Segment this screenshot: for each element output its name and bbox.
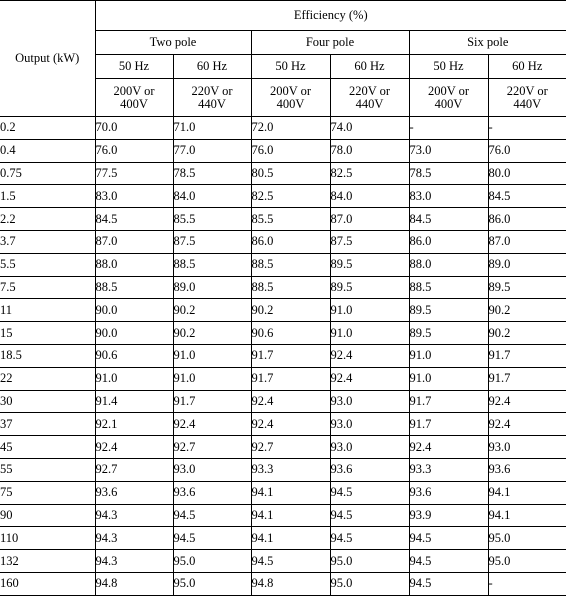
efficiency-cell: 84.5 (488, 185, 566, 208)
output-cell: 22 (0, 367, 95, 390)
voltage-header: 200V or 400V (251, 79, 330, 117)
efficiency-cell: 89.5 (330, 253, 409, 276)
output-cell: 18.5 (0, 344, 95, 367)
efficiency-cell: 94.1 (251, 504, 330, 527)
efficiency-cell: 92.4 (251, 413, 330, 436)
efficiency-cell: 94.1 (488, 481, 566, 504)
table-row (0, 504, 566, 527)
efficiency-cell: 86.0 (251, 230, 330, 253)
efficiency-cell: 73.0 (409, 139, 488, 162)
output-cell: 0.4 (0, 139, 95, 162)
table-row (0, 117, 566, 140)
efficiency-cell: 76.0 (488, 139, 566, 162)
efficiency-cell: 91.4 (95, 390, 173, 413)
efficiency-cell: - (488, 572, 566, 595)
voltage-header: 220V or 440V (330, 79, 409, 117)
efficiency-cell: 94.5 (330, 481, 409, 504)
efficiency-cell: 93.9 (409, 504, 488, 527)
efficiency-cell: 94.5 (173, 504, 251, 527)
frequency-header: 50 Hz (251, 55, 330, 79)
efficiency-cell: 86.0 (488, 208, 566, 231)
efficiency-cell: 95.0 (488, 550, 566, 573)
efficiency-cell: 84.5 (409, 208, 488, 231)
table-row (0, 208, 566, 231)
output-cell: 160 (0, 572, 95, 595)
efficiency-cell: 94.3 (95, 504, 173, 527)
efficiency-cell: 92.4 (95, 436, 173, 459)
efficiency-cell: 72.0 (251, 117, 330, 140)
output-cell: 7.5 (0, 276, 95, 299)
efficiency-cell: 89.5 (409, 299, 488, 322)
efficiency-cell: 92.1 (95, 413, 173, 436)
table-row (0, 162, 566, 185)
efficiency-cell: 89.5 (409, 322, 488, 345)
efficiency-cell: 88.5 (95, 276, 173, 299)
efficiency-cell: 94.5 (251, 550, 330, 573)
efficiency-cell: 92.4 (409, 436, 488, 459)
efficiency-cell: 95.0 (173, 550, 251, 573)
table-row (0, 550, 566, 573)
efficiency-cell: 77.0 (173, 139, 251, 162)
table-row (0, 322, 566, 345)
output-column-header: Output (kW) (0, 1, 95, 117)
frequency-header: 60 Hz (173, 55, 251, 79)
output-cell: 3.7 (0, 230, 95, 253)
efficiency-cell: 91.0 (330, 299, 409, 322)
frequency-header: 60 Hz (488, 55, 566, 79)
efficiency-cell: 76.0 (251, 139, 330, 162)
output-cell: 1.5 (0, 185, 95, 208)
efficiency-cell: 77.5 (95, 162, 173, 185)
efficiency-cell: 92.4 (173, 413, 251, 436)
efficiency-cell: 88.5 (251, 276, 330, 299)
efficiency-cell: 93.6 (488, 458, 566, 481)
efficiency-cell: 93.0 (488, 436, 566, 459)
efficiency-cell: 82.5 (251, 185, 330, 208)
efficiency-cell: 92.4 (330, 344, 409, 367)
efficiency-cell: 90.2 (488, 299, 566, 322)
table-row (0, 299, 566, 322)
efficiency-cell: 78.5 (173, 162, 251, 185)
efficiency-cell: 94.1 (251, 527, 330, 550)
efficiency-cell: 88.5 (409, 276, 488, 299)
table-body (0, 117, 566, 596)
frequency-header: 60 Hz (330, 55, 409, 79)
output-cell: 5.5 (0, 253, 95, 276)
output-cell: 2.2 (0, 208, 95, 231)
efficiency-cell: 93.0 (173, 458, 251, 481)
efficiency-cell: 93.6 (330, 458, 409, 481)
efficiency-cell: - (488, 117, 566, 140)
efficiency-cell: 94.3 (95, 527, 173, 550)
output-cell: 75 (0, 481, 95, 504)
table-row (0, 276, 566, 299)
efficiency-cell: 89.5 (330, 276, 409, 299)
efficiency-cell: 89.5 (488, 276, 566, 299)
output-cell: 37 (0, 413, 95, 436)
efficiency-cell: 95.0 (173, 572, 251, 595)
efficiency-cell: 95.0 (330, 550, 409, 573)
efficiency-cell: 90.6 (95, 344, 173, 367)
efficiency-cell: 76.0 (95, 139, 173, 162)
efficiency-cell: 92.4 (251, 390, 330, 413)
efficiency-cell: 84.5 (95, 208, 173, 231)
table-row (0, 344, 566, 367)
efficiency-cell: 94.1 (251, 481, 330, 504)
frequency-header: 50 Hz (95, 55, 173, 79)
voltage-header: 220V or 440V (488, 79, 566, 117)
efficiency-cell: 89.0 (488, 253, 566, 276)
voltage-header: 220V or 440V (173, 79, 251, 117)
efficiency-cell: 94.5 (173, 527, 251, 550)
efficiency-cell: 93.0 (330, 413, 409, 436)
efficiency-cell: 87.5 (173, 230, 251, 253)
efficiency-cell: 88.5 (251, 253, 330, 276)
output-cell: 0.75 (0, 162, 95, 185)
efficiency-cell: 93.0 (330, 390, 409, 413)
efficiency-cell: 87.5 (330, 230, 409, 253)
efficiency-cell: 74.0 (330, 117, 409, 140)
efficiency-cell: 91.7 (409, 413, 488, 436)
table-row (0, 572, 566, 595)
efficiency-cell: 92.4 (488, 390, 566, 413)
output-cell: 55 (0, 458, 95, 481)
frequency-header: 50 Hz (409, 55, 488, 79)
output-cell: 15 (0, 322, 95, 345)
efficiency-cell: 90.2 (173, 299, 251, 322)
efficiency-cell: 94.5 (330, 527, 409, 550)
efficiency-cell: 80.5 (251, 162, 330, 185)
efficiency-cell: 94.3 (95, 550, 173, 573)
efficiency-cell: 91.0 (173, 344, 251, 367)
table-row (0, 185, 566, 208)
efficiency-cell: 92.7 (95, 458, 173, 481)
output-cell: 45 (0, 436, 95, 459)
efficiency-cell: 92.4 (330, 367, 409, 390)
efficiency-cell: 91.7 (173, 390, 251, 413)
efficiency-cell: 91.7 (488, 344, 566, 367)
efficiency-cell: 94.8 (95, 572, 173, 595)
efficiency-cell: 71.0 (173, 117, 251, 140)
table-row (0, 436, 566, 459)
efficiency-cell: 93.3 (409, 458, 488, 481)
efficiency-cell: 92.7 (173, 436, 251, 459)
efficiency-cell: 90.2 (251, 299, 330, 322)
efficiency-cell: - (409, 117, 488, 140)
efficiency-cell: 94.5 (409, 527, 488, 550)
efficiency-cell: 90.2 (488, 322, 566, 345)
efficiency-cell: 91.7 (488, 367, 566, 390)
efficiency-cell: 70.0 (95, 117, 173, 140)
efficiency-cell: 91.0 (173, 367, 251, 390)
efficiency-cell: 90.0 (95, 322, 173, 345)
efficiency-cell: 90.6 (251, 322, 330, 345)
pole-header-two: Two pole (95, 31, 251, 55)
efficiency-cell: 85.5 (251, 208, 330, 231)
efficiency-cell: 92.7 (251, 436, 330, 459)
efficiency-cell: 93.6 (173, 481, 251, 504)
efficiency-cell: 93.3 (251, 458, 330, 481)
efficiency-cell: 93.6 (95, 481, 173, 504)
pole-header-four: Four pole (251, 31, 409, 55)
output-cell: 110 (0, 527, 95, 550)
table-row (0, 253, 566, 276)
efficiency-cell: 94.8 (251, 572, 330, 595)
efficiency-cell: 87.0 (488, 230, 566, 253)
output-cell: 132 (0, 550, 95, 573)
efficiency-cell: 90.0 (95, 299, 173, 322)
efficiency-cell: 91.0 (409, 367, 488, 390)
voltage-header: 200V or 400V (409, 79, 488, 117)
efficiency-cell: 91.0 (330, 322, 409, 345)
efficiency-cell: 89.0 (173, 276, 251, 299)
table-row (0, 230, 566, 253)
efficiency-cell: 88.0 (95, 253, 173, 276)
table-row (0, 527, 566, 550)
table-row (0, 458, 566, 481)
efficiency-cell: 95.0 (488, 527, 566, 550)
efficiency-cell: 91.0 (95, 367, 173, 390)
efficiency-cell: 83.0 (95, 185, 173, 208)
table-row (0, 367, 566, 390)
efficiency-cell: 94.5 (409, 550, 488, 573)
voltage-header: 200V or 400V (95, 79, 173, 117)
efficiency-header: Efficiency (%) (95, 1, 566, 31)
table-row (0, 413, 566, 436)
table-row (0, 390, 566, 413)
efficiency-cell: 91.7 (251, 344, 330, 367)
efficiency-cell: 84.0 (173, 185, 251, 208)
efficiency-cell: 80.0 (488, 162, 566, 185)
efficiency-cell: 85.5 (173, 208, 251, 231)
efficiency-cell: 91.0 (409, 344, 488, 367)
efficiency-cell: 90.2 (173, 322, 251, 345)
efficiency-cell: 88.0 (409, 253, 488, 276)
output-cell: 0.2 (0, 117, 95, 140)
efficiency-cell: 87.0 (330, 208, 409, 231)
efficiency-cell: 91.7 (251, 367, 330, 390)
output-cell: 90 (0, 504, 95, 527)
efficiency-cell: 78.0 (330, 139, 409, 162)
efficiency-cell: 86.0 (409, 230, 488, 253)
efficiency-cell: 94.5 (409, 572, 488, 595)
efficiency-cell: 95.0 (330, 572, 409, 595)
efficiency-cell: 94.1 (488, 504, 566, 527)
output-cell: 11 (0, 299, 95, 322)
efficiency-cell: 78.5 (409, 162, 488, 185)
efficiency-cell: 82.5 (330, 162, 409, 185)
efficiency-cell: 93.0 (330, 436, 409, 459)
efficiency-cell: 83.0 (409, 185, 488, 208)
efficiency-cell: 91.7 (409, 390, 488, 413)
efficiency-cell: 92.4 (488, 413, 566, 436)
efficiency-cell: 94.5 (330, 504, 409, 527)
pole-header-six: Six pole (409, 31, 566, 55)
table-row (0, 481, 566, 504)
efficiency-cell: 87.0 (95, 230, 173, 253)
output-cell: 30 (0, 390, 95, 413)
efficiency-cell: 93.6 (409, 481, 488, 504)
efficiency-cell: 84.0 (330, 185, 409, 208)
efficiency-cell: 88.5 (173, 253, 251, 276)
table-row (0, 139, 566, 162)
